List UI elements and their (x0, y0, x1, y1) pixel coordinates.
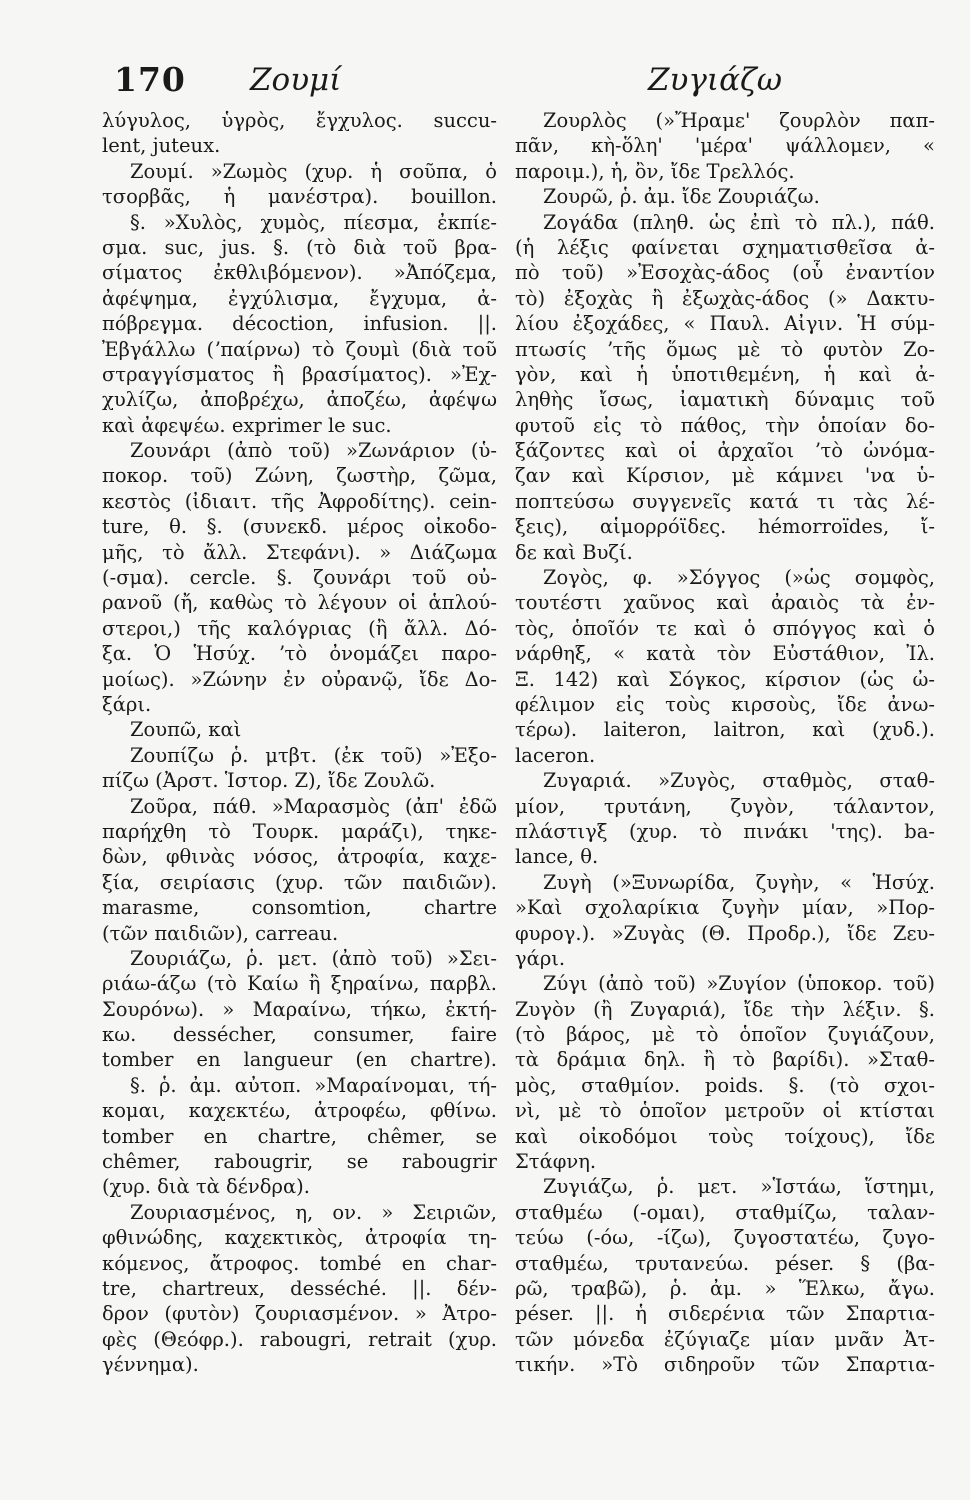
text-line: τέρω). laiteron, laitron, καὶ (χυδ.). (515, 718, 935, 742)
text-line: πόβρεγμα. décoction, infusion. ||. (102, 312, 497, 336)
text-line: κομαι, καχεκτέω, ἀτροφέω, φθίνω. (102, 1099, 497, 1123)
text-line: γέννημα). (102, 1353, 199, 1377)
text-line: στεροι,) τῆς καλόγριας (ἢ ἄλλ. Δό- (102, 616, 497, 640)
text-line: μῆς, τὸ ἄλλ. Στεφάνι). » Διάζωμα (102, 540, 497, 564)
text-line: Ζογάδα (πληθ. ὡς ἐπὶ τὸ πλ.), πάθ. (543, 210, 935, 234)
text-line: γάρι. (515, 946, 566, 970)
text-line: πλάστιγξ (χυρ. τὸ πινάκι 'της). ba- (515, 819, 935, 843)
left-column (102, 108, 497, 1378)
text-line: Ζουπῶ, καὶ (130, 718, 242, 742)
text-line: δὼν, φθινὰς νόσος, ἀτροφία, καχε- (102, 845, 497, 869)
text-line: (τῶν παιδιῶν), carreau. (102, 921, 339, 945)
text-line: τεύω (-όω, -ίζω), ζυγοστατέω, ζυγο- (515, 1226, 935, 1250)
text-line: (-σμα). cercle. §. ζουνάρι τοῦ οὐ- (102, 566, 497, 590)
text-line: Ζουπίζω ῥ. μτβτ. (ἐκ τοῦ) »Ἐξο- (130, 743, 497, 767)
text-line: ἀφέψημα, ἐγχύλισμα, ἔγχυμα, ἀ- (102, 286, 497, 310)
text-line: λύγυλος, ὑγρὸς, ἔγχυλος. succu- (102, 109, 497, 132)
text-line: ξεις), αἱμορρόϊδες. hémorroïdes, ἴ- (515, 515, 935, 539)
text-line: Ζυγὸν (ἢ Ζυγαριά), ἴδε τὴν λέξιν. §. (515, 997, 935, 1021)
text-line: lance, θ. (515, 845, 599, 869)
text-line: τουτέστι χαῦνος καὶ ἀραιὸς τὰ ἐν- (515, 591, 935, 615)
text-line: ζαν καὶ Κίρσιον, μὲ κάμνει 'να ὑ- (515, 464, 935, 488)
text-line: φθινώδης, καχεκτικὸς, ἀτροφία τη- (102, 1226, 497, 1250)
text-line: τὸ) ἐξοχὰς ἢ ἐξωχὰς-άδος (» Δακτυ- (515, 286, 935, 310)
text-line: στραγγίσματος ἢ βρασίματος). »Ἐχ- (102, 362, 497, 386)
text-line: Ζογὸς, φ. »Σόγγος (»ὡς σομφὸς, (543, 566, 935, 590)
text-line: marasme, consomtion, chartre (102, 896, 497, 920)
text-line: lent, juteux. (102, 134, 221, 158)
text-line: Ζυγαριά. »Ζυγὸς, σταθμὸς, σταθ- (543, 769, 935, 793)
text-line: laceron. (515, 743, 596, 767)
text-line: chêmer, rabougrir, se rabougrir (102, 1150, 497, 1174)
text-line: χυλίζω, ἀποβρέχω, ἀποζέω, ἀφέψω (102, 388, 497, 412)
text-line: πίζω (Ἀρστ. Ἱστορ. Ζ), ἴδε Ζουλῶ. (102, 769, 436, 793)
text-line: Ξ. 142) καὶ Σόγκος, κίρσιον (ὡς ὠ- (515, 667, 935, 691)
text-line: ρῶ, τραβῶ), ῥ. ἀμ. » Ἕλκω, ἄγω. (515, 1276, 935, 1300)
text-line: ποκορ. τοῦ) Ζώνη, ζωστὴρ, ζῶμα, (102, 464, 497, 488)
text-line: ρανοῦ (ἤ, καθὼς τὸ λέγουν οἱ ἁπλού- (102, 591, 497, 615)
text-line: φυρογ.). »Ζυγὰς (Θ. Προδρ.), ἴδε Ζευ- (515, 921, 935, 945)
text-line: φέλιμον εἰς τοὺς κιρσοὺς, ἴδε ἀνω- (515, 692, 935, 716)
text-line: §. »Χυλὸς, χυμὸς, πίεσμα, ἐκπίε- (130, 210, 497, 234)
text-line: Ζοῦρα, πάθ. »Μαρασμὸς (ἀπ' ἐδῶ (130, 794, 497, 818)
text-line: Ζουνάρι (ἀπὸ τοῦ) »Ζωνάριον (ὑ- (130, 439, 497, 463)
header-first-entry: Ζουμί (250, 62, 342, 98)
text-line: Ζουριασμένος, η, ον. » Σειριῶν, (130, 1200, 497, 1224)
text-line: καὶ οἰκοδόμοι τοὺς τοίχους), ἴδε (515, 1124, 935, 1148)
text-line: Ζουρλὸς (»Ἤραμε' ζουρλὸν παπ- (543, 109, 935, 132)
text-line: τῶν μόνεδα ἐζύγιαζε μίαν μνᾶν Ἀτ- (515, 1327, 935, 1351)
header-last-entry: Ζυγιάζω (648, 62, 783, 98)
text-line: Ζουρῶ, ῥ. ἀμ. ἴδε Ζουριάζω. (543, 185, 820, 209)
text-line: παροιμ.), ἡ, ὂν, ἴδε Τρελλός. (515, 159, 795, 183)
text-line: δρον (φυτὸν) ζουριασμένον. » Ἀτρο- (102, 1302, 497, 1326)
text-line: τὰ δράμια δηλ. ἢ τὸ βαρίδι). »Σταθ- (515, 1048, 935, 1072)
text-line: ξα. Ὁ Ἡσύχ. ʼτὸ ὀνομάζει παρο- (102, 642, 497, 666)
text-line: Ἐβγάλλω (ʼπαίρνω) τὸ ζουμὶ (διὰ τοῦ (102, 337, 497, 361)
text-line: μὸς, σταθμίον. poids. §. (τὸ σχοι- (515, 1073, 935, 1097)
text-line: κόμενος, ἄτροφος. tombé en char- (102, 1251, 497, 1275)
text-line: péser. ||. ἡ σιδερένια τῶν Σπαρτια- (515, 1302, 935, 1326)
text-line: τικήν. »Τὸ σιδηροῦν τῶν Σπαρτια- (515, 1353, 935, 1377)
text-line: φυτοῦ εἰς τὸ πάθος, τὴν ὁποίαν δο- (515, 413, 935, 437)
text-line: τσορβᾶς, ἡ μανέστρα). bouillon. (102, 185, 497, 209)
text-line: Ζυγιάζω, ῥ. μετ. »Ἱστάω, ἵστημι, (543, 1175, 935, 1199)
page-header (100, 52, 900, 102)
text-line: σταθμέω, τρυτανεύω. péser. § (βα- (515, 1251, 935, 1275)
text-line: νάρθηξ, « κατὰ τὸν Εὐστάθιον, Ἰλ. (515, 642, 935, 666)
text-line: ξία, σειρίασις (χυρ. τῶν παιδιῶν). (102, 870, 497, 894)
text-line: ξάζοντες καὶ οἱ ἀρχαῖοι ʼτὸ ὠνόμα- (515, 439, 935, 463)
text-line: σταθμέω (-ομαι), σταθμίζω, ταλαν- (515, 1200, 935, 1224)
text-line: Ζουριάζω, ῥ. μετ. (ἀπὸ τοῦ) »Σει- (130, 946, 497, 970)
text-line: πᾶν, κὴ-ὅλη' 'μέρα' ψάλλομεν, « (515, 134, 935, 158)
text-line: πτωσίς ʼτῆς ὅμως μὲ τὸ φυτὸν Ζο- (515, 337, 935, 361)
text-line: ποπτεύσω συγγενεῖς κατά τι τὰς λέ- (515, 489, 935, 513)
text-line: ture, θ. §. (συνεκδ. μέρος οἰκοδο- (102, 515, 497, 539)
text-line: σίματος ἐκθλιβόμενον). »Ἀπόζεμα, (102, 261, 497, 285)
text-line: tomber en chartre, chêmer, se (102, 1124, 497, 1148)
text-line: Ζυγὴ (»Ξυνωρίδα, ζυγὴν, « Ἡσύχ. (543, 870, 935, 894)
text-line: Στάφνη. (515, 1150, 597, 1174)
text-line: νὶ, μὲ τὸ ὁποῖον μετροῦν οἱ κτίσται (515, 1099, 935, 1123)
text-line: §. ῥ. ἀμ. αὐτοπ. »Μαραίνομαι, τή- (130, 1073, 497, 1097)
text-line: μοίως). »Ζώνην ἐν οὐρανῷ, ἴδε Δο- (102, 667, 497, 691)
text-line: (ἡ λέξις φαίνεται σχηματισθεῖσα ἀ- (515, 235, 935, 259)
text-line: κω. dessécher, consumer, faire (102, 1023, 497, 1047)
text-line: »Καὶ σχολαρίκια ζυγὴν μίαν, »Πορ- (515, 896, 935, 920)
text-line: (τὸ βάρος, μὲ τὸ ὁποῖον ζυγιάζουν, (515, 1023, 935, 1047)
text-line: παρήχθη τὸ Τουρκ. μαράζι), τηκε- (102, 819, 497, 843)
text-line: δε καὶ Βυζί. (515, 540, 633, 564)
text-line: πὸ τοῦ) »Ἐσοχὰς-άδος (οὗ ἐναντίον (515, 261, 935, 285)
text-line: λίου ἐξοχάδες, « Παυλ. Αἰγιν. Ἡ σύμ- (515, 312, 935, 336)
text-line: tomber en langueur (en chartre). (102, 1048, 497, 1072)
text-line: ριάω-άζω (τὸ Καίω ἢ ξηραίνω, παρβλ. (102, 972, 497, 996)
right-column (515, 108, 935, 1378)
text-line: ξάρι. (102, 692, 152, 716)
text-line: (χυρ. διὰ τὰ δένδρα). (102, 1175, 310, 1199)
text-line: Σουρόνω). » Μαραίνω, τήκω, ἐκτή- (102, 997, 497, 1021)
text-line: Ζουμί. »Ζωμὸς (χυρ. ἡ σοῦπα, ὁ (130, 159, 497, 183)
text-line: σμα. suc, jus. §. (τὸ διὰ τοῦ βρα- (102, 235, 497, 259)
text-line: καὶ ἀφεψέω. exprimer le suc. (102, 413, 392, 437)
text-line: μίον, τρυτάνη, ζυγὸν, τάλαντον, (515, 794, 935, 818)
text-line: Ζύγι (ἀπὸ τοῦ) »Ζυγίον (ὑποκορ. τοῦ) (543, 972, 935, 996)
text-line: φὲς (Θεόφρ.). rabougri, retrait (χυρ. (102, 1327, 497, 1351)
text-line: κεστὸς (ἰδιαιτ. τῆς Ἀφροδίτης). cein- (102, 489, 497, 513)
text-line: tre, chartreux, desséché. ||. δέν- (102, 1276, 497, 1300)
text-line: γὸν, καὶ ἡ ὑποτιθεμένη, ἡ καὶ ἀ- (515, 362, 935, 386)
text-line: τὸς, ὁποῖόν τε καὶ ὁ σπόγγος καὶ ὁ (515, 616, 935, 640)
text-line: ληθὴς ἴσως, ἰαματικὴ δύναμις τοῦ (515, 388, 935, 412)
page-number: 170 (114, 60, 186, 99)
